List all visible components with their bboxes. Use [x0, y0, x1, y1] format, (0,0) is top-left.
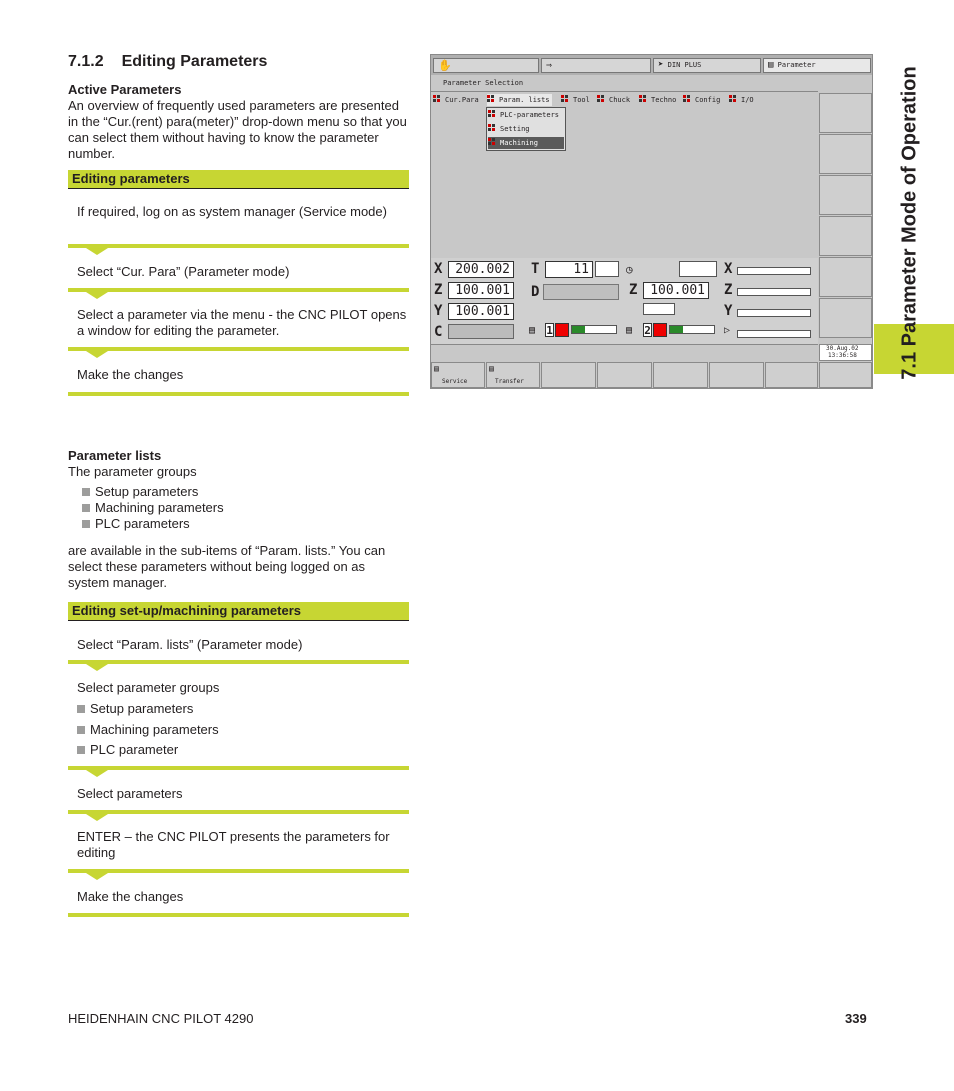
axis-value-c [448, 324, 514, 339]
editing-step-3: Select a parameter via the menu - the CNC PILOT opens a window for editing the parameter. [77, 307, 407, 338]
setup-box-title: Editing set-up/machining parameters [68, 602, 409, 621]
tool-offsets [595, 261, 619, 277]
chapter-side-title-text: 7.1 Parameter Mode of Operation [898, 66, 921, 380]
spindle-motor-icon: ▤ [626, 325, 633, 336]
setup-step-2: Select parameter groups [77, 680, 220, 695]
softkey-transfer-label: Transfer [495, 378, 524, 385]
date-text: 30.Aug.02 [826, 345, 859, 352]
tab-parameter-label: Parameter [777, 61, 816, 69]
active-parameters-text: An overview of frequently used parameters are presented in the “Cur.(rent) para(meter)” drop-down menu so that you can select them without having to know the parameter number. [68, 98, 407, 161]
section-title [68, 53, 267, 71]
softkey-right-5[interactable] [819, 257, 872, 297]
din-plus-icon: ➤ [658, 60, 664, 70]
section-title-text: Editing Parameters [121, 53, 268, 70]
softkey-bottom-4[interactable] [597, 362, 652, 388]
submenu-label: PLC-parameters [500, 111, 560, 119]
grid-icon [639, 95, 649, 105]
grid-icon [729, 95, 739, 105]
load-bar-z [737, 288, 811, 296]
setup-step-4: ENTER – the CNC PILOT presents the parameters for editing [77, 829, 390, 860]
floppy-icon: ▤ [489, 364, 494, 373]
softkey-right-6[interactable] [819, 298, 872, 338]
tab-parameter[interactable] [763, 58, 871, 73]
spindle-1-stop-icon [555, 323, 569, 337]
softkey-bottom-8[interactable] [819, 362, 872, 388]
load-label-y: Y [724, 303, 733, 319]
d-gauges [543, 284, 619, 300]
spindle-icon: ▤ [529, 325, 536, 336]
tab-din-plus-label: DIN PLUS [667, 61, 702, 69]
axis-value-x: 200.002 [448, 261, 514, 278]
step-separator [68, 810, 409, 814]
footer-manual-title: HEIDENHAIN CNC PILOT 4290 [68, 1011, 254, 1026]
menu-chuck[interactable] [597, 94, 630, 106]
step-separator [68, 766, 409, 770]
menu-io[interactable] [729, 94, 754, 106]
editing-step-1: If required, log on as system manager (Service mode) [77, 204, 387, 219]
spindle-1-number: 1 [546, 324, 553, 337]
spindle-2-stop-icon [653, 323, 667, 337]
menu-label: Tool [573, 96, 590, 104]
mode-tab-bar [431, 55, 872, 75]
tab-automatic[interactable] [541, 58, 651, 73]
dropdown-menu [486, 107, 566, 151]
menu-label: Chuck [609, 96, 631, 104]
load-label-x: X [724, 261, 733, 277]
load-bar-x [737, 267, 811, 275]
list-item: Machining parameters [77, 722, 219, 737]
axis2-label-z: Z [629, 282, 638, 298]
step-separator [68, 288, 409, 292]
setup-step-3: Select parameters [77, 786, 183, 801]
feed-display [643, 303, 675, 315]
clock-icon: ◷ [626, 263, 633, 276]
menu-tool[interactable] [561, 94, 590, 106]
softkey-bottom-7[interactable] [765, 362, 818, 388]
program-run-icon: ⇒ [546, 60, 553, 71]
menu-label: Config [695, 96, 721, 104]
list-item: Setup parameters [82, 484, 198, 500]
editing-step-4: Make the changes [77, 367, 184, 382]
grid-icon [433, 95, 443, 105]
menu-label: I/O [741, 96, 754, 104]
softkey-bottom-6[interactable] [709, 362, 764, 388]
active-parameters-heading: Active Parameters [68, 82, 182, 97]
menu-config[interactable] [683, 94, 720, 106]
submenu-label: Setting [500, 125, 530, 133]
parameter-lists-text: are available in the sub-items of “Param. lists.” You can select these parameters without being logged on as system manager. [68, 543, 386, 590]
axis-label-x: X [434, 261, 443, 277]
d-label: D [531, 284, 540, 300]
menu-techno[interactable] [639, 94, 676, 106]
section-number: 7.1.2 [68, 53, 104, 70]
grid-icon [487, 95, 497, 105]
list-item: Machining parameters [82, 500, 224, 516]
box-end-bar [68, 392, 409, 396]
axis2-value-z: 100.001 [643, 282, 709, 299]
cnc-screenshot [430, 54, 873, 389]
list-item: PLC parameter [77, 742, 178, 757]
submenu-plc-parameters[interactable] [488, 109, 559, 121]
status-line [431, 344, 818, 362]
softkey-service[interactable] [431, 362, 485, 388]
spindle-2-number: 2 [644, 324, 651, 337]
page-number: 339 [845, 1011, 867, 1026]
screen-title: Parameter Selection [443, 79, 524, 87]
time-counters [679, 261, 717, 277]
menu-param-lists[interactable] [487, 94, 552, 106]
list-item: PLC parameters [82, 516, 190, 532]
load-label-z: Z [724, 282, 733, 298]
grid-icon [683, 95, 693, 105]
grid-icon [488, 110, 498, 120]
axis-label-z: Z [434, 282, 443, 298]
step-separator [68, 347, 409, 351]
tool-label: T [531, 261, 540, 277]
floppy-icon: ▤ [768, 60, 774, 70]
tool-drive-icon: ▷ [724, 325, 731, 336]
floppy-icon: ▤ [434, 364, 439, 373]
axis-label-c: C [434, 324, 443, 340]
softkey-service-label: Service [442, 378, 468, 385]
submenu-setting[interactable] [488, 123, 530, 135]
tool-drive-load-bar [737, 330, 811, 338]
load-bar-y [737, 309, 811, 317]
menu-cur-para[interactable] [433, 94, 479, 106]
step-separator [68, 244, 409, 248]
box-end-bar [68, 913, 409, 917]
grid-icon [597, 95, 607, 105]
axis-label-y: Y [434, 303, 443, 319]
chapter-side-title [870, 50, 950, 396]
parameter-lists-intro: The parameter groups [68, 464, 197, 479]
hand-icon: ✋ [438, 59, 452, 72]
softkey-right-2[interactable] [819, 134, 872, 174]
spindle-2-load-bar [669, 325, 715, 334]
setup-step-5: Make the changes [77, 889, 184, 904]
menu-label: Cur.Para [445, 96, 479, 104]
softkey-right-4[interactable] [819, 216, 872, 256]
axis-value-z: 100.001 [448, 282, 514, 299]
spindle-1-load-bar [571, 325, 617, 334]
editing-parameters-title: Editing parameters [68, 170, 409, 189]
tool-value: 11 [545, 261, 593, 278]
softkey-bottom-5[interactable] [653, 362, 708, 388]
softkey-bottom-3[interactable] [541, 362, 596, 388]
date-time [819, 344, 872, 361]
grid-icon [488, 124, 498, 134]
step-separator [68, 869, 409, 873]
tab-din-plus[interactable] [653, 58, 761, 73]
setup-step-1: Select “Param. lists” (Parameter mode) [77, 637, 303, 652]
softkey-transfer[interactable] [486, 362, 540, 388]
parameter-lists-heading: Parameter lists [68, 448, 162, 463]
grid-icon [561, 95, 571, 105]
tab-manual[interactable] [433, 58, 539, 73]
menu-label: Param. lists [499, 96, 550, 104]
submenu-machining[interactable] [488, 137, 564, 149]
axis-value-y: 100.001 [448, 303, 514, 320]
time-text: 13:36:58 [828, 352, 857, 359]
list-item: Setup parameters [77, 701, 193, 716]
softkey-right-1[interactable] [819, 93, 872, 133]
editing-step-2: Select “Cur. Para” (Parameter mode) [77, 264, 290, 279]
softkey-right-3[interactable] [819, 175, 872, 215]
step-separator [68, 660, 409, 664]
grid-icon [488, 138, 498, 148]
menu-label: Techno [651, 96, 677, 104]
submenu-label: Machining [500, 139, 538, 147]
